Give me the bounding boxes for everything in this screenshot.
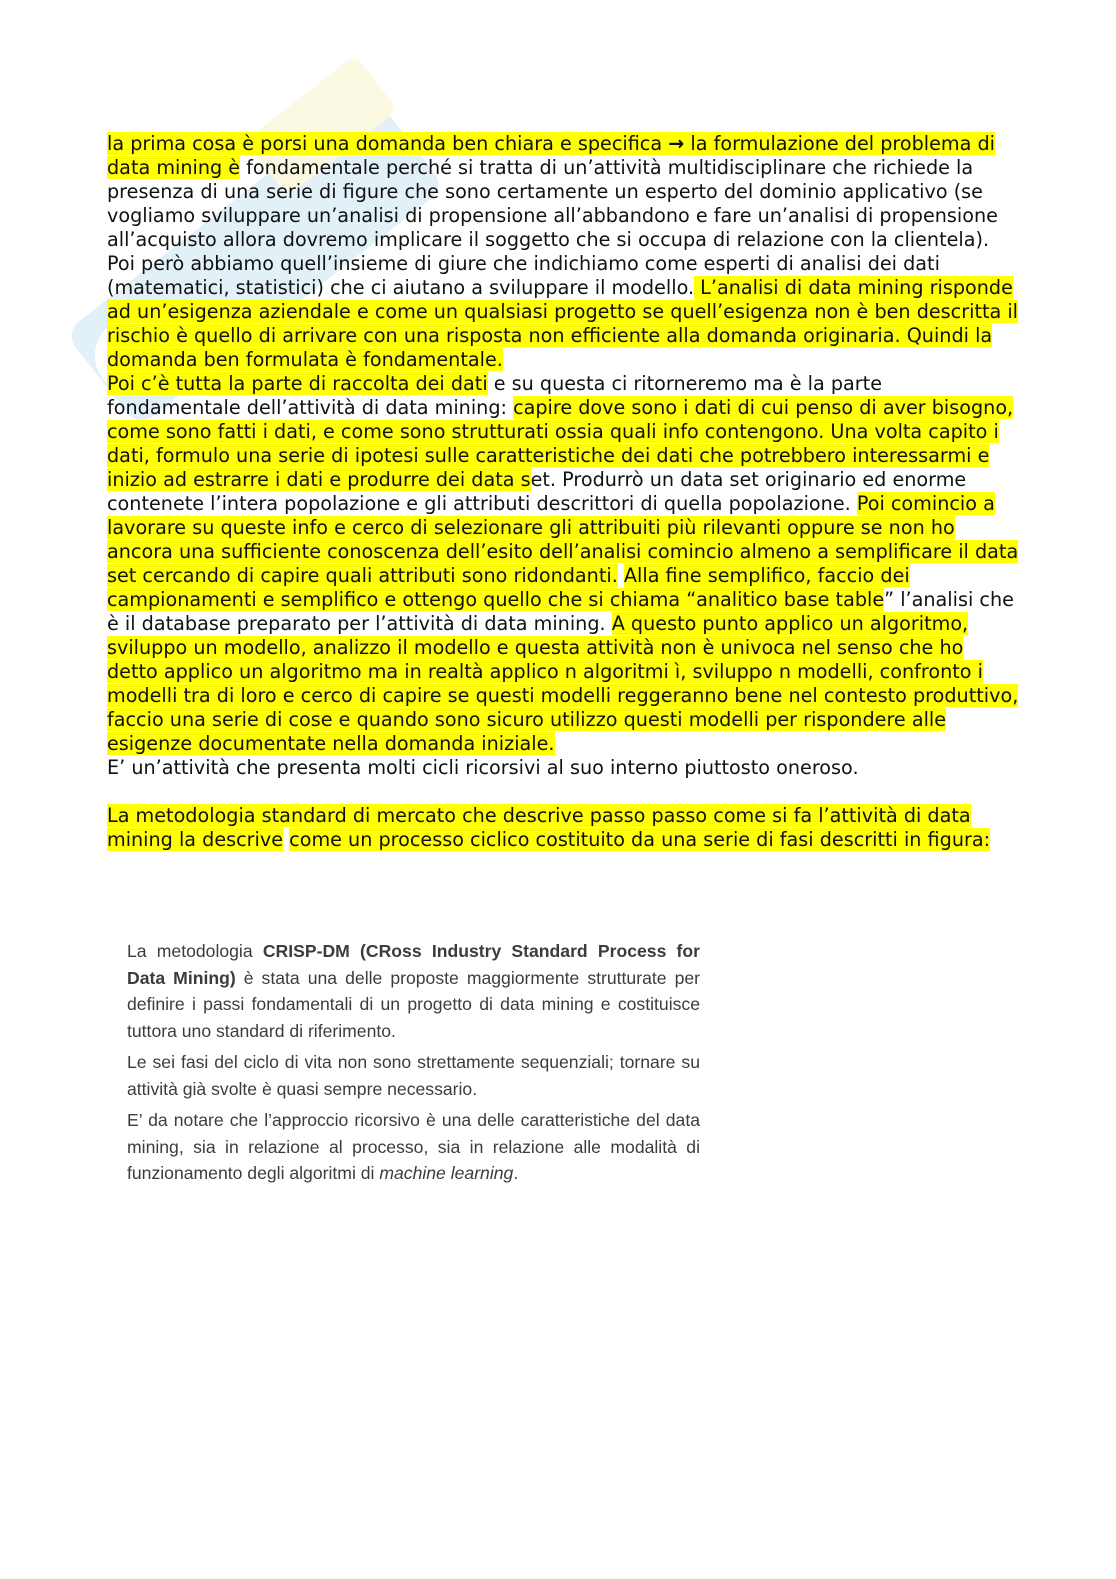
paragraph-methodology bbox=[107, 804, 1019, 852]
paragraph-problem-definition: la prima cosa è porsi una domanda ben chiara e specifica → la formulazione del problema di data mining è fondamentale perché si tratta di un’attività multidisciplinare che richiede la presenza di una serie di figure che sono certamente un esperto del dominio applicativo (se vogliamo sviluppare un’analisi di propensione all’abbandono e fare un’analisi di propensione all’acquisto allora dovremo implicare il soggetto che si occupa di relazione con la clientela). Poi però abbiamo quell’insieme di giure che indichiamo come esperti di analisi dei dati (matematici, statistici) che ci aiutano a sviluppare il modello. L’analisi di data mining risponde ad un’esigenza aziendale e come un qualsiasi progetto se quell’esigenza non è ben descritta il rischio è quello di arrivare con una risposta non efficiente alla domanda originaria. Quindi la domanda ben formulata è fondamentale. bbox=[107, 132, 1019, 371]
figure-paragraph-1: La metodologia CRISP-DM (CRoss Industry Standard Process for Data Mining) è stata una delle proposte maggiormente strutturate per definire i passi fondamentali di un progetto di data mining e costituisce tuttora uno standard di riferimento. bbox=[127, 941, 701, 1041]
highlight: la prima cosa è porsi una domanda ben chiara e specifica → la formulazione del problema di data mining è bbox=[107, 132, 995, 179]
paragraph-recursive-cycles: E’ un’attività che presenta molti cicli ricorsivi al suo interno piuttosto oneroso. bbox=[107, 756, 859, 779]
paragraph-data-collection: Poi c’è tutta la parte di raccolta dei dati e su questa ci ritorneremo ma è la parte fondamentale dell’attività di data mining: capire dove sono i dati di cui penso di aver bisogno, come sono fatti i dati, e come sono strutturati ossia quali info contengono. Una volta capito i dati, formulo una serie di ipotesi sulle caratteristiche dei dati che potrebbero interessarmi e inizio ad estrarre i dati e produrre dei data set. Produrrò un data set originario ed enorme contenete l’intera popolazione e gli attributi descrittori di quella popolazione. Poi comincio a lavorare su queste info e cerco di selezionare gli attribuiti più rilevanti oppure se non ho ancora una sufficiente conoscenza dell’esito dell’analisi comincio almeno a semplificare il data set cercando di capire quali attributi sono ridondanti. Alla fine semplifico, faccio dei campionamenti e semplifico e ottengo quello che si chiama “analitico base table” l’analisi che è il database preparato per l’attività di data mining. A questo punto applico un algoritmo, sviluppo un modello, analizzo il modello e questa attività non è univoca nel senso che ho detto applico un algoritmo ma in realtà applico n algoritmi ì, sviluppo n modelli, confronto i modelli tra di loro e cerco di capire se questi modelli reggeranno bene nel contesto produttivo, faccio una serie di cose e quando sono sicuro utilizzo questi modelli per rispondere alle esigenze documentate nella domanda iniziale. bbox=[107, 372, 1019, 755]
blank-line bbox=[107, 780, 1019, 804]
document-body bbox=[107, 132, 1019, 852]
highlight: Alla fine semplifico, faccio dei campionamenti e semplifico e ottengo quello che si chiama “analitico base table bbox=[107, 564, 910, 611]
figure-paragraph-3: E’ da notare che l’approccio ricorsivo è una delle caratteristiche del data mining, sia in relazione al processo, sia in relazione alle modalità di funzionamento degli algoritmi di machine learning. bbox=[127, 1110, 700, 1183]
highlight: Poi comincio a lavorare su queste info e cerco di selezionare gli attribuiti più rilevanti oppure se non ho ancora una sufficiente conoscenza dell’esito dell’analisi comincio almeno a semplificare il data set cercando di capire quali attributi sono ridondanti. bbox=[107, 492, 1019, 587]
crisp-dm-figure bbox=[127, 938, 700, 1192]
arrow-right-icon: → bbox=[668, 132, 685, 155]
highlight: A questo punto applico un algoritmo, sviluppo un modello, analizzo il modello e questa attività non è univoca nel senso che ho detto applico un algoritmo ma in realtà applico n algoritmi ì, sviluppo n modelli, confronto i modelli tra di loro e cerco di capire se questi modelli reggeranno bene nel contesto produttivo, faccio una serie di cose e quando sono sicuro utilizzo questi modelli per rispondere alle esigenze documentate nella domanda iniziale. bbox=[107, 612, 1019, 755]
highlight: Poi c’è tutta la parte di raccolta dei dati bbox=[107, 372, 488, 395]
highlight: L’analisi di data mining risponde ad un’esigenza aziendale e come un qualsiasi progetto se quell’esigenza non è ben descritta il rischio è quello di arrivare con una risposta non efficiente alla domanda originaria. Quindi la domanda ben formulata è fondamentale. bbox=[107, 276, 1019, 371]
highlight: capire dove sono i dati di cui penso di aver bisogno, come sono fatti i dati, e come sono strutturati ossia quali info contengono. Una volta capito i dati, formulo una serie di ipotesi sulle caratteristiche dei dati che potrebbero interessarmi e inizio ad estrarre i dati e produrre dei data s bbox=[107, 396, 1014, 491]
highlight: come un processo ciclico costituito da una serie di fasi descritti in figura: bbox=[289, 828, 991, 851]
figure-paragraph-2: Le sei fasi del ciclo di vita non sono strettamente sequenziali; tornare su attività già svolte è quasi sempre necessario. bbox=[127, 1052, 700, 1099]
highlight: La metodologia standard di mercato che descrive passo passo come si fa l’attività di data mining la descrive bbox=[107, 804, 971, 851]
